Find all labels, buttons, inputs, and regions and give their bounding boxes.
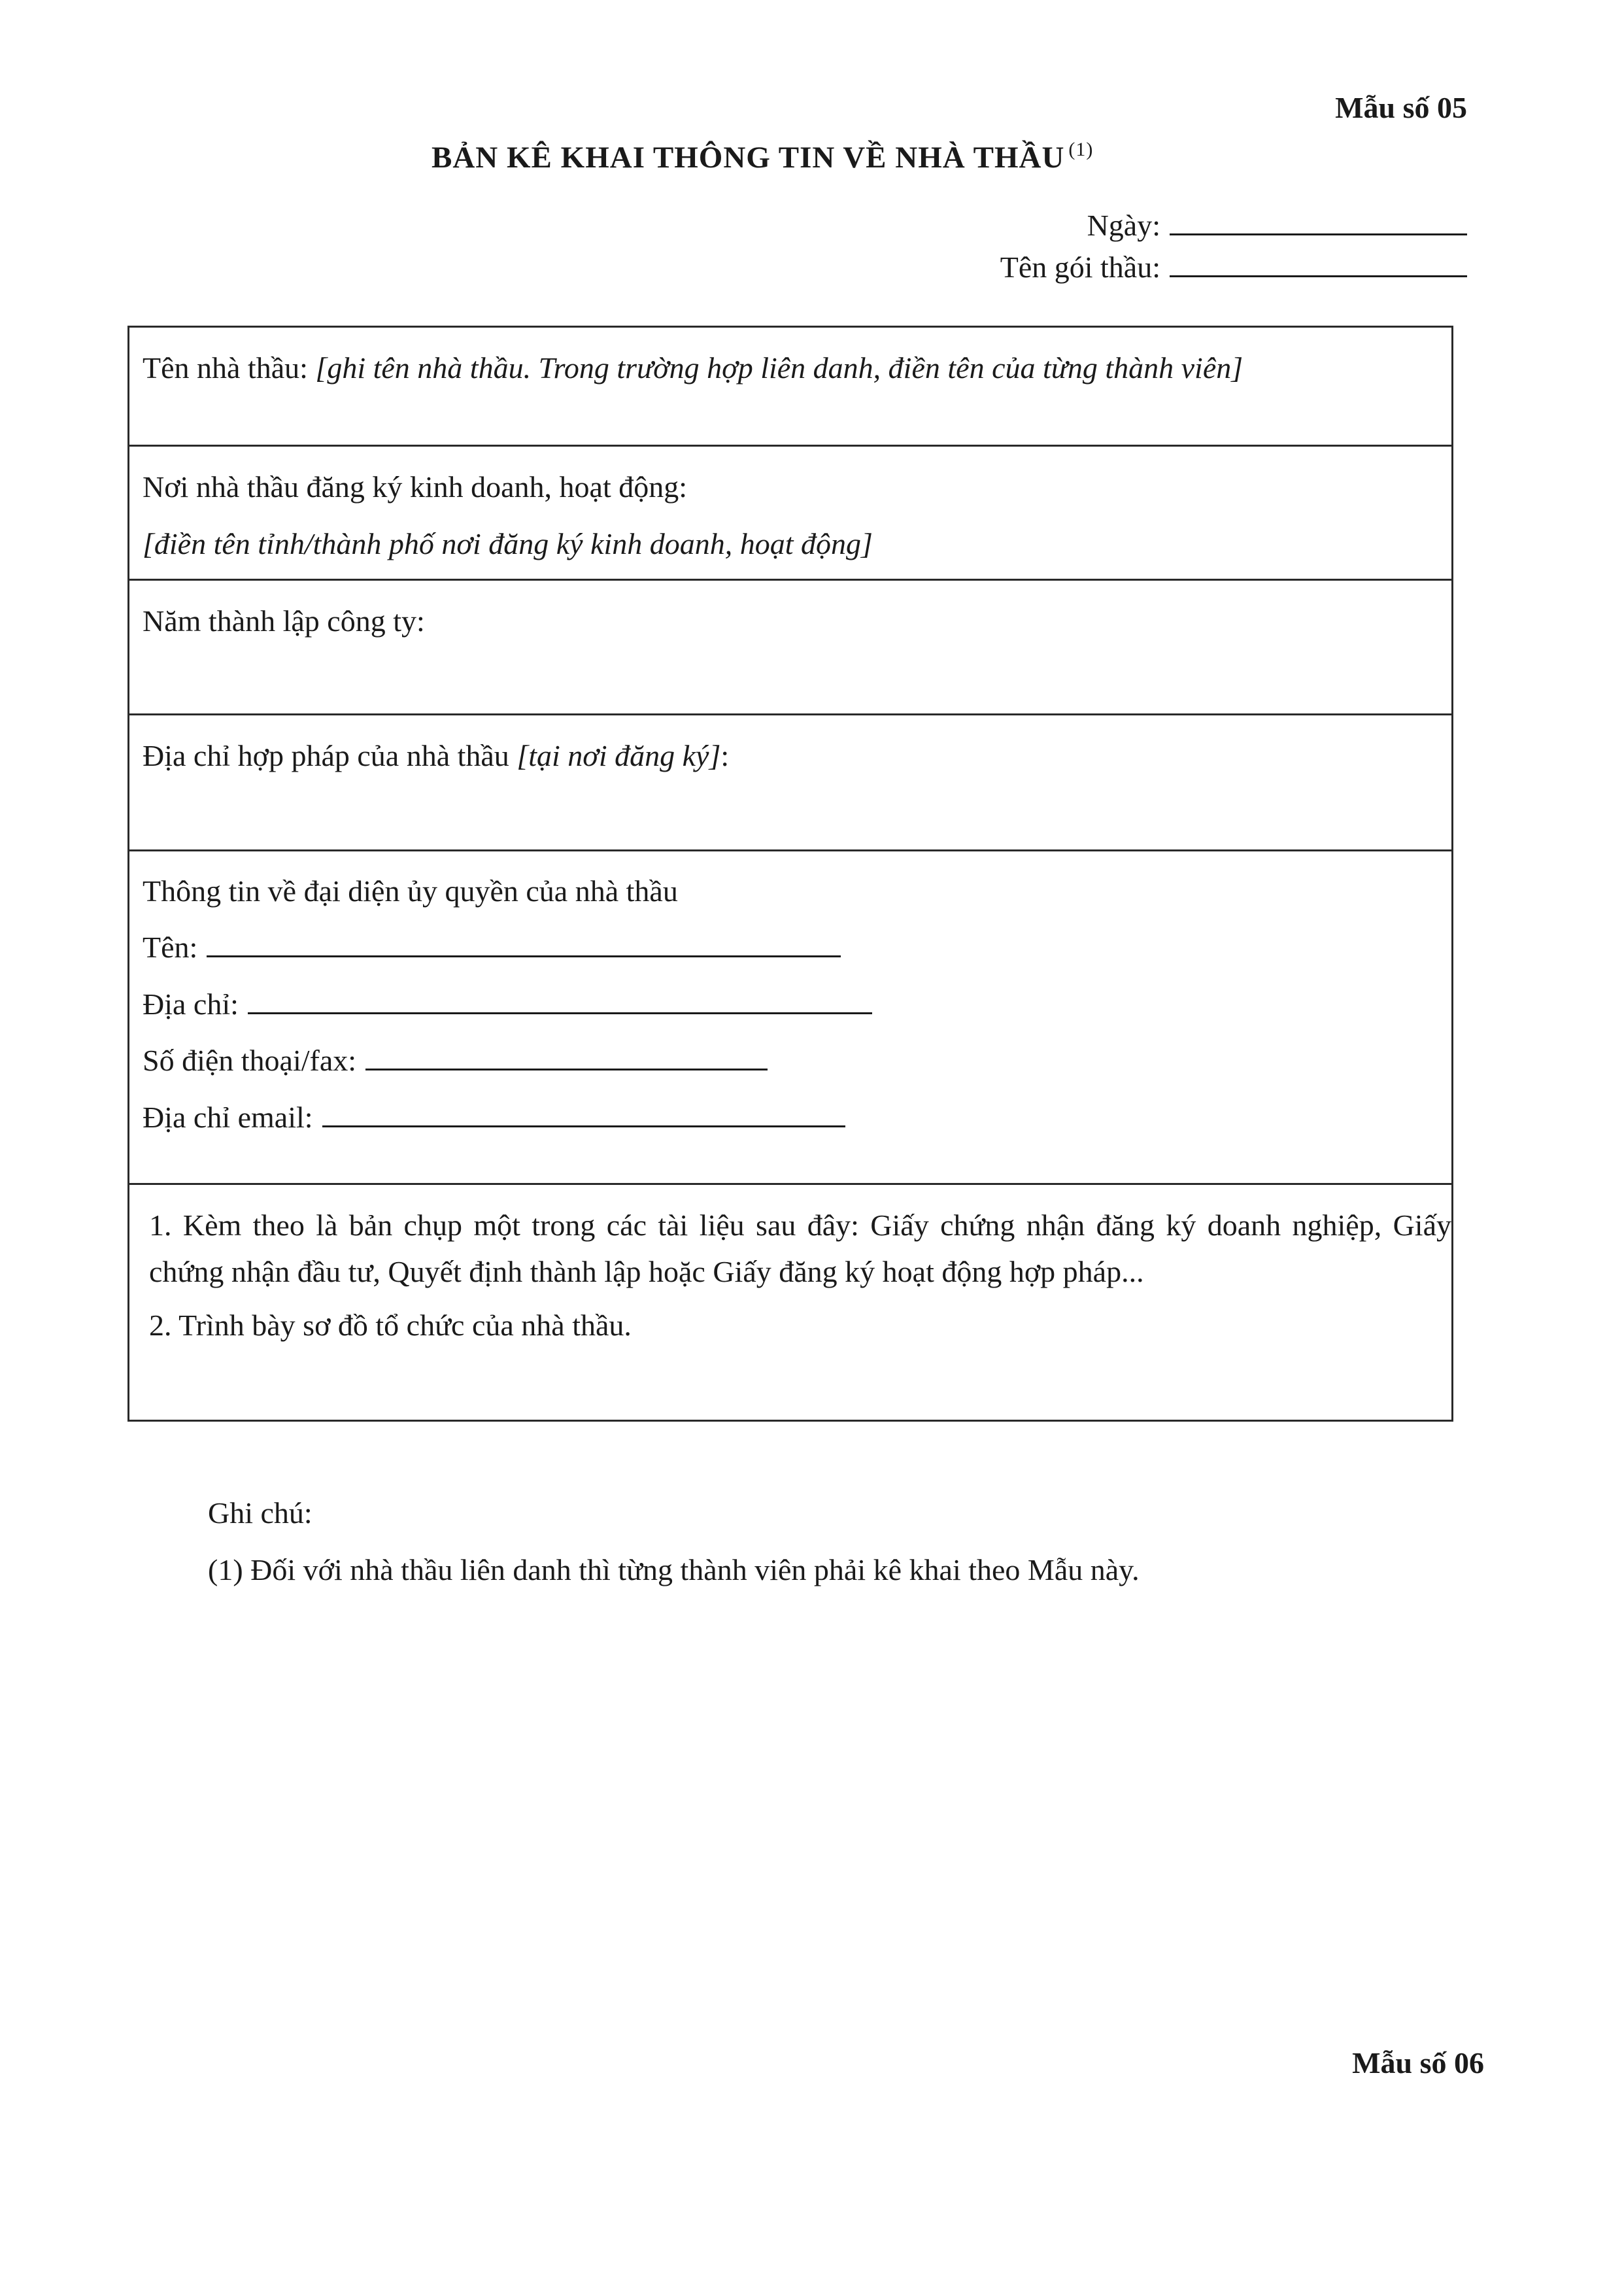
rep-email-blank[interactable] [322,1120,845,1127]
rep-address-label: Địa chỉ: [143,987,239,1021]
package-name-label: Tên gói thầu: [1000,250,1160,284]
rep-name-blank[interactable] [207,950,841,957]
title-text: BẢN KÊ KHAI THÔNG TIN VỀ NHÀ THẦU [431,141,1065,175]
attachment-item: 1. Kèm theo là bản chụp một trong các tài liệu sau đây: Giấy chứng nhận đăng ký doanh nghiệp, Giấy chứng nhận đầu tư, Quyết định thành lập hoặc Giấy đăng ký hoạt động hợp pháp... [149,1208,1451,1289]
contractor-name-label: Tên nhà thầu: [143,351,308,385]
package-name-blank[interactable] [1170,269,1467,277]
rep-phone-field [143,1033,1438,1089]
rep-name-label: Tên: [143,931,198,965]
registration-place-cell[interactable] [129,447,1451,581]
legal-address-colon: : [720,739,730,772]
registration-place-label: Nơi nhà thầu đăng ký kinh doanh, hoạt động: [143,470,688,504]
rep-email-label: Địa chỉ email: [143,1100,313,1134]
notes-section [208,1484,1140,1599]
legal-address-hint: [tại nơi đăng ký] [516,739,721,772]
contractor-name-cell[interactable] [129,328,1451,447]
attachment-item: 2. Trình bày sơ đồ tổ chức của nhà thầu. [149,1308,632,1342]
rep-phone-label: Số điện thoại/fax: [143,1044,357,1078]
registration-place-hint: [điền tên tỉnh/thành phố nơi đăng ký kinh doanh, hoạt động] [143,527,873,561]
date-field [1087,208,1467,243]
founding-year-label: Năm thành lập công ty: [143,604,425,638]
next-form-code: Mẫu số 06 [1352,2046,1484,2080]
package-name-field [1000,250,1467,284]
rep-address-blank[interactable] [248,1007,872,1014]
rep-phone-blank[interactable] [365,1063,768,1070]
contractor-info-table [127,326,1453,1422]
legal-address-label: Địa chỉ hợp pháp của nhà thầu [143,739,509,772]
rep-name-field [143,919,1438,976]
form-code: Mẫu số 05 [1335,91,1467,124]
notes-heading: Ghi chú: [208,1496,313,1530]
legal-address-cell[interactable] [129,715,1451,851]
date-blank[interactable] [1170,227,1467,235]
rep-address-field [143,976,1438,1033]
note-item: (1) Đối với nhà thầu liên danh thì từng thành viên phải kê khai theo Mẫu này. [208,1553,1140,1587]
attachments-cell [129,1185,1451,1422]
title-footnote-mark: (1) [1068,139,1094,160]
document-title [431,139,1093,175]
contractor-name-hint: [ghi tên nhà thầu. Trong trường hợp liên danh, điền tên của từng thành viên] [315,351,1243,385]
representative-heading: Thông tin về đại diện ủy quyền của nhà thầu [143,874,678,908]
date-label: Ngày: [1087,209,1160,242]
representative-cell [129,851,1451,1185]
founding-year-cell[interactable] [129,581,1451,715]
rep-email-field [143,1089,1438,1146]
